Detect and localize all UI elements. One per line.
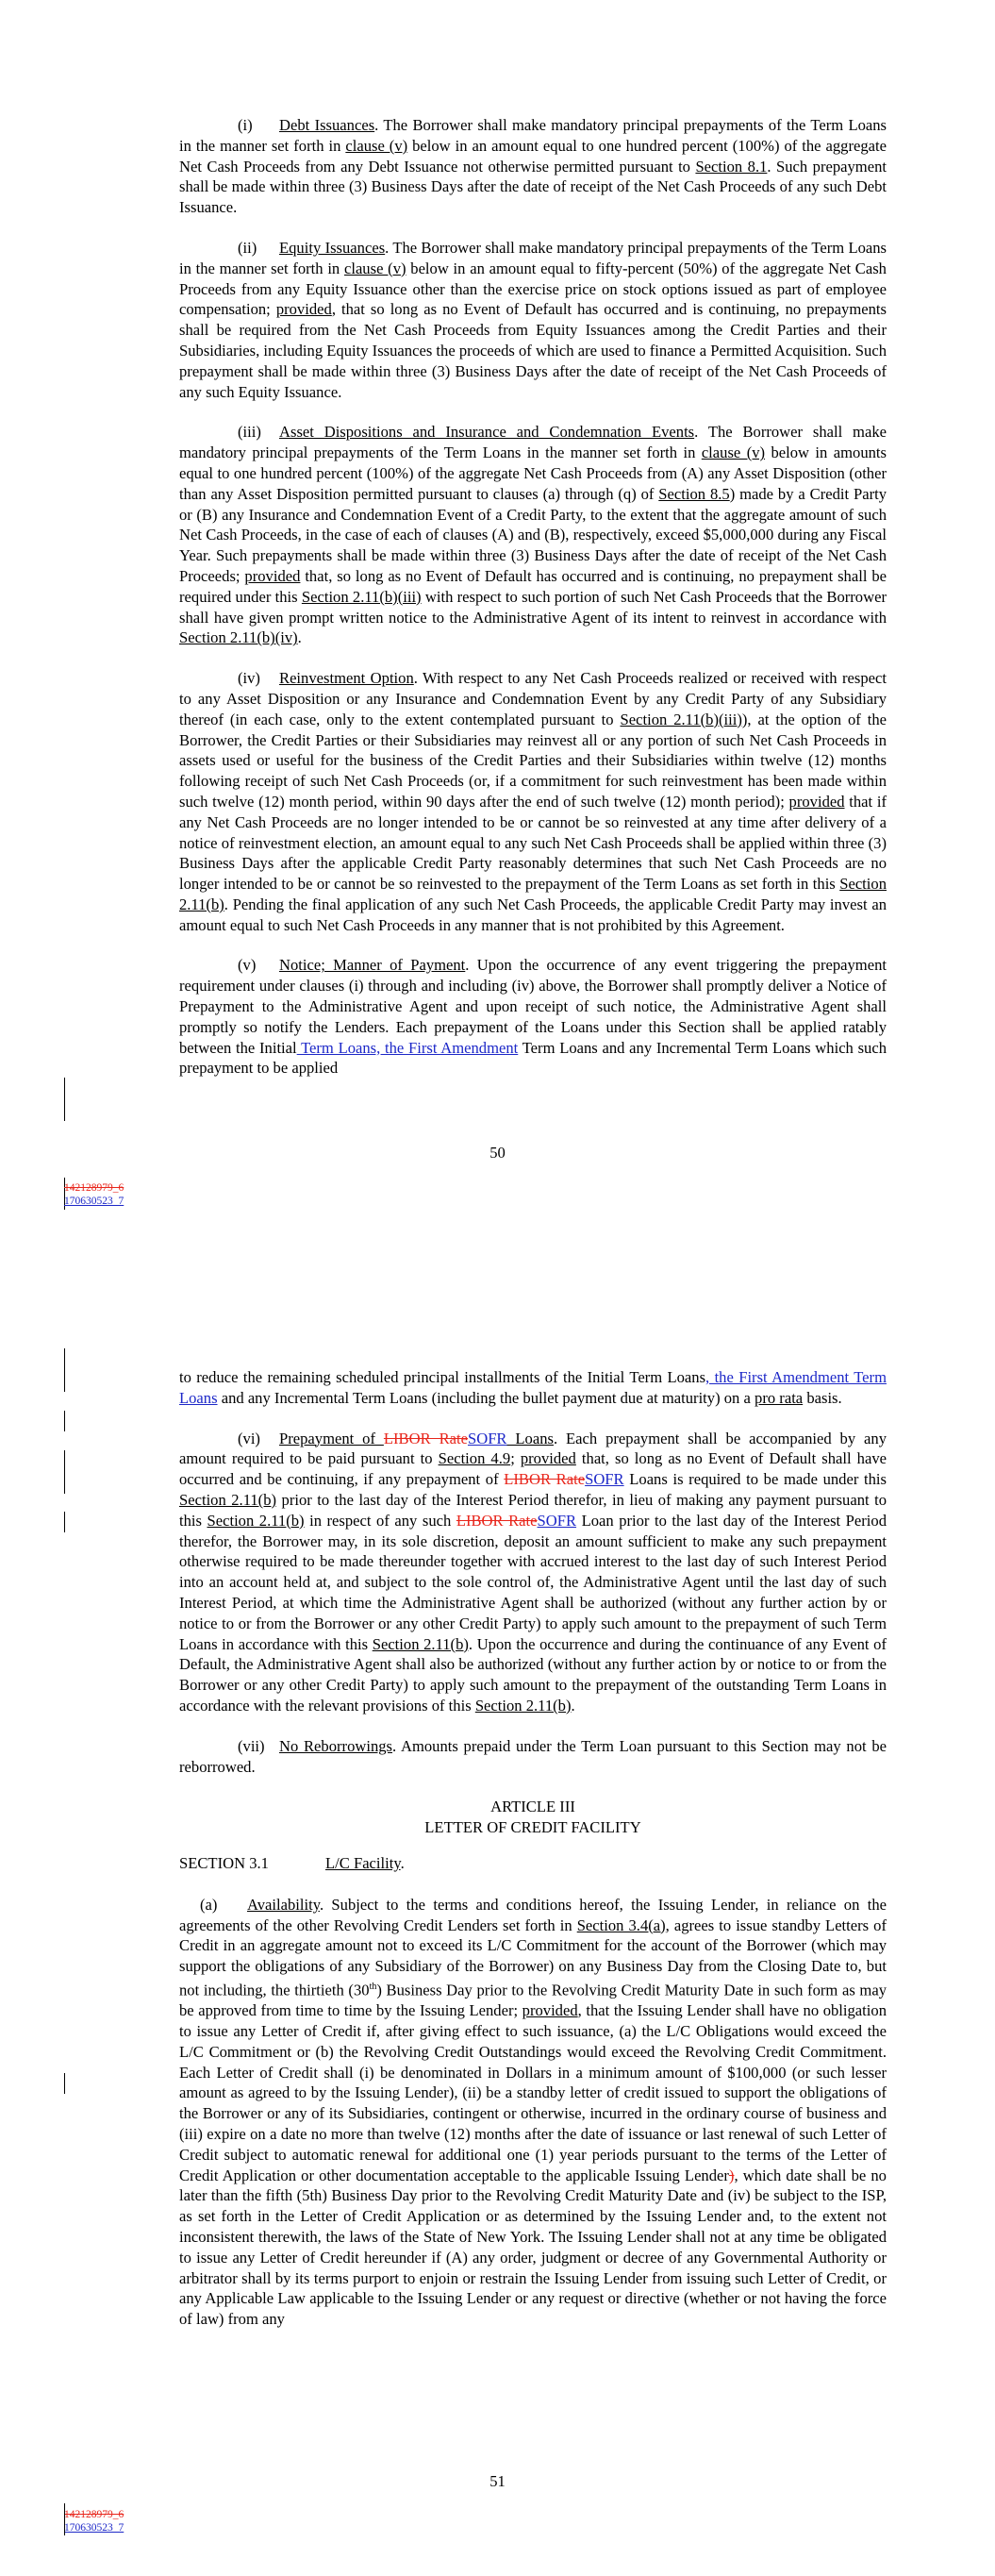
clause-title: Asset Dispositions and Insurance and Condemnation Events <box>279 423 695 442</box>
deleted-text: LIBOR Rate <box>504 1470 586 1489</box>
cross-reference: Section 2.11(b) <box>372 1634 469 1653</box>
pro-rata-term: pro rata <box>755 1388 804 1407</box>
clause-number: (iv) <box>238 669 260 688</box>
page-50-body <box>179 115 887 1098</box>
article-subtitle: LETTER OF CREDIT FACILITY <box>424 1818 641 1837</box>
clause-title: Prepayment of <box>279 1429 384 1447</box>
cross-reference: Section 2.11(b)(iii) <box>620 710 742 728</box>
cross-reference: Section 8.5 <box>658 484 730 503</box>
inserted-text: SOFR <box>585 1470 624 1489</box>
clause-title-end: Loans <box>506 1429 554 1447</box>
clause-number: (iii) <box>238 423 261 442</box>
change-bar <box>64 1348 65 1392</box>
clause-number: (v) <box>238 956 257 975</box>
clause-title: Reinvestment Option <box>279 669 414 688</box>
ordinal-suffix: th <box>369 1981 377 1992</box>
footer-deleted-id: 142128979_6 <box>64 2509 124 2520</box>
document-footer-id <box>64 1181 124 1208</box>
cross-reference: Section 8.1 <box>695 157 768 176</box>
deleted-text: LIBOR Rate <box>456 1511 538 1530</box>
provided-term: provided <box>244 566 301 585</box>
document-page-51 <box>0 1288 995 2576</box>
clause-title: Availability <box>247 1895 320 1914</box>
cross-reference: clause (v) <box>701 443 766 462</box>
cross-reference: Section 2.11(b) <box>179 875 887 913</box>
article-title: ARTICLE III <box>490 1798 575 1816</box>
cross-reference: clause (v) <box>345 136 408 155</box>
page-51-body <box>179 1367 887 2350</box>
cross-reference: Section 2.11(b) <box>474 1696 572 1715</box>
provided-term: provided <box>788 792 845 811</box>
clause-title: No Reborrowings <box>279 1736 393 1755</box>
change-bar <box>64 1512 65 1532</box>
cross-reference: Section 3.4(a) <box>576 1915 666 1934</box>
clause-number: (ii) <box>238 238 257 257</box>
footer-inserted-id: 170630523_7 <box>64 2522 124 2534</box>
section-title: L/C Facility <box>325 1853 401 1872</box>
provided-term: provided <box>275 300 332 319</box>
inserted-text: Term Loans, the First Amendment <box>296 1038 519 1057</box>
deleted-text: LIBOR Rate <box>383 1429 468 1447</box>
inserted-text: , the First Amendment Term Loans <box>179 1368 887 1407</box>
paragraph-debt-issuances: (i) Debt Issuances. The Borrower shall make mandatory principal prepayments of the Term Loans in the manner set forth in clause (v) below in an amount equal to one hundred percent (100%) of the aggregate Net Cash Proceeds from any Debt Issuance not otherwise permitted pursuant to Section 8.1. Such prepayment shall be made within three (3) Business Days after the date of receipt of the Net Cash Proceeds of any such Debt Issuance. <box>179 116 887 217</box>
footer-inserted-id: 170630523_7 <box>64 1196 124 1207</box>
cross-reference: Section 2.11(b) <box>179 1490 277 1509</box>
paragraph-notice-manner-of-payment: (v) Notice; Manner of Payment. Upon the occurrence of any event triggering the prepayment requirement under clauses (i) through and including (iv) above, the Borrower shall promptly deliver a Notice of Prepayment to the Administrative Agent and upon receipt of such notice, the Administrative Agent shall promptly so notify the Lenders. Each prepayment of the Loans under this Section shall be applied ratably between the Initial Term Loans, the First Amendment Term Loans and any Incremental Term Loans which such prepayment to be applied <box>179 956 887 1078</box>
paragraph-continuation: to reduce the remaining scheduled principal installments of the Initial Term Loans, the First Amendment Term Loans and any Incremental Term Loans (including the bullet payment due at maturity) on a pro rata basis. <box>179 1368 887 1407</box>
cross-reference: Section 2.11(b) <box>207 1511 305 1530</box>
section-number: SECTION 3.1 <box>179 1853 269 1872</box>
change-bar <box>64 2073 65 2094</box>
change-bar <box>64 1078 65 1121</box>
cross-reference: Section 2.11(b)(iv) <box>179 628 298 647</box>
footer-deleted-id: 142128979_6 <box>64 1182 124 1194</box>
paragraph-prepayment-sofr-loans: (vi) Prepayment of LIBOR RateSOFR Loans. Each prepayment shall be accompanied by any amount required to be paid pursuant to Section 4.9; provided that, so long as no Event of Default shall have occurred and be continuing, if any prepayment of LIBOR RateSOFR Loans is required to be made under this Section 2.11(b) prior to the last day of the Interest Period therefor, in lieu of making any payment pursuant to this Section 2.11(b) in respect of any such LIBOR RateSOFR Loan prior to the last day of the Interest Period therefor, the Borrower may, in its sole discretion, deposit an amount sufficient to make any such prepayment otherwise required to be made thereunder together with accrued interest to the last day of such Interest Period into an account held at, and subject to the sole control of, the Administrative Agent until the last day of such Interest Period, at which time the Administrative Agent shall be authorized (without any further action by or notice to or from the Borrower or any other Credit Party) to apply such amount to the prepayment of such Term Loans in accordance with this Section 2.11(b). Upon the occurrence and during the continuance of any Event of Default, the Administrative Agent shall also be authorized (without any further action by or notice to or from the Borrower or any other Credit Party) to apply such amount to the prepayment of the outstanding Term Loans in accordance with the relevant provisions of this Section 2.11(b). <box>179 1429 887 1715</box>
cross-reference: Section 2.11(b)(iii) <box>301 587 422 606</box>
paragraph-equity-issuances: (ii) Equity Issuances. The Borrower shall make mandatory principal prepayments of the Term Loans in the manner set forth in clause (v) below in an amount equal to fifty-percent (50%) of the aggregate Net Cash Proceeds from any Equity Issuance other than the exercise price on stock options issued as part of employee compensation; provided, that so long as no Event of Default has occurred and is continuing, no prepayments shall be required from the Net Cash Proceeds from Equity Issuances among the Credit Parties and their Subsidiaries, including Equity Issuances the proceeds of which are used to finance a Permitted Acquisition. Such prepayment shall be made within three (3) Business Days after the date of receipt of the Net Cash Proceeds of any such Equity Issuance. <box>179 238 887 401</box>
clause-title: Notice; Manner of Payment <box>279 956 466 975</box>
change-bar <box>64 1450 65 1494</box>
paragraph-availability: (a) Availability. Subject to the terms and conditions hereof, the Issuing Lender, in reliance on the agreements of the other Revolving Credit Lenders set forth in Section 3.4(a), agrees to issue standby Letters of Credit in an aggregate amount not to exceed its L/C Commitment for the account of the Borrower (which may support the obligations of any Subsidiary of the Borrower) on any Business Day from the Closing Date to, but not including, the thirtieth (30th) Business Day prior to the Revolving Credit Maturity Date in such form as may be approved from time to time by the Issuing Lender; provided, that the Issuing Lender shall have no obligation to issue any Letter of Credit if, after giving effect to such issuance, (a) the L/C Obligations would exceed the L/C Commitment or (b) the Revolving Credit Outstandings would exceed the Revolving Credit Commitment. Each Letter of Credit shall (i) be denominated in Dollars in a minimum amount of $100,000 (or such lesser amount as agreed to by the Issuing Lender), (ii) be a standby letter of credit issued to support the obligations of the Borrower or any of its Subsidiaries, contingent or otherwise, incurred in the ordinary course of business and (iii) expire on a date no more than twelve (12) months after the date of issuance or last renewal of such Letter of Credit subject to automatic renewal for additional one (1) year periods pursuant to the terms of the Letter of Credit Application or other documentation acceptable to the applicable Issuing Lender), which date shall be no later than the fifth (5th) Business Day prior to the Revolving Credit Maturity Date and (iv) be subject to the ISP, as set forth in the Letter of Credit Application or as determined by the Issuing Lender and, to the extent not inconsistent therewith, the laws of the State of New York. The Issuing Lender shall not at any time be obligated to issue any Letter of Credit hereunder if (A) any order, judgment or decree of any Governmental Authority or arbitrator shall by its terms purport to enjoin or restrain the Issuing Lender from issuing such Letter of Credit, or any Applicable Law applicable to the Issuing Lender or any request or directive (whether or not having the force of law) from any <box>179 1895 887 2329</box>
page-number: 51 <box>489 2472 506 2490</box>
clause-title: Debt Issuances <box>279 116 375 134</box>
deleted-text: ) <box>728 2166 735 2184</box>
paragraph-asset-dispositions: (iii) Asset Dispositions and Insurance and Condemnation Events. The Borrower shall make mandatory principal prepayments of the Term Loans in the manner set forth in clause (v) below in amounts equal to one hundred percent (100%) of the aggregate Net Cash Proceeds from (A) any Asset Disposition (other than any Asset Disposition permitted pursuant to clauses (a) through (q) of Section 8.5) made by a Credit Party or (B) any Insurance and Condemnation Event of a Credit Party, to the extent that the aggregate amount of such Net Cash Proceeds, in the case of each of clauses (A) and (B), respectively, exceed $5,000,000 during any Fiscal Year. Such prepayments shall be made within three (3) Business Days after the date of receipt of the Net Cash Proceeds; provided that, so long as no Event of Default has occurred and is continuing, no prepayment shall be required under this Section 2.11(b)(iii) with respect to such portion of such Net Cash Proceeds that the Borrower shall have given prompt written notice to the Administrative Agent of its intent to reinvest in accordance with Section 2.11(b)(iv). <box>179 423 887 647</box>
provided-term: provided <box>522 2001 578 2020</box>
clause-number: (vii) <box>238 1736 265 1755</box>
clause-number: (vi) <box>238 1429 260 1447</box>
document-footer-id <box>64 2508 124 2534</box>
clause-number: (a) <box>200 1895 218 1914</box>
inserted-text: SOFR <box>537 1511 577 1530</box>
provided-term: provided <box>520 1449 576 1468</box>
clause-title: Equity Issuances <box>279 238 386 257</box>
inserted-text: SOFR <box>467 1429 507 1447</box>
page-number: 50 <box>489 1144 506 1162</box>
cross-reference: Section 4.9 <box>438 1449 511 1468</box>
section-heading: SECTION 3.1 L/C Facility. <box>179 1853 405 1872</box>
clause-number: (i) <box>238 116 253 134</box>
change-bar <box>64 1411 65 1431</box>
paragraph-no-reborrowings: (vii) No Reborrowings. Amounts prepaid under the Term Loan pursuant to this Section may not be reborrowed. <box>179 1736 887 1776</box>
change-bar <box>64 2503 65 2535</box>
cross-reference: clause (v) <box>343 259 406 277</box>
paragraph-reinvestment-option: (iv) Reinvestment Option. With respect to any Net Cash Proceeds realized or received with respect to any Asset Disposition or any Insurance and Condemnation Event by any Credit Party of any Subsidiary thereof (in each case, only to the extent contemplated pursuant to Section 2.11(b)(iii)), at the option of the Borrower, the Credit Parties or their Subsidiaries may reinvest all or any portion of such Net Cash Proceeds in assets used or useful for the business of the Credit Parties and their Subsidiaries within twelve (12) months following receipt of such Net Cash Proceeds (or, if a commitment for such reinvestment has been made within such twelve (12) month period, within 90 days after the end of such twelve (12) month period); provided that if any Net Cash Proceeds are no longer intended to be or cannot be so reinvested at any time after delivery of a notice of reinvestment election, an amount equal to any such Net Cash Proceeds shall be applied within three (3) Business Days after the applicable Credit Party reasonably determines that such Net Cash Proceeds are no longer intended to be or cannot be so reinvested to the prepayment of the Term Loans as set forth in this Section 2.11(b). Pending the final application of any such Net Cash Proceeds, the applicable Credit Party may invest an amount equal to such Net Cash Proceeds in any manner that is not prohibited by this Agreement. <box>179 669 887 934</box>
